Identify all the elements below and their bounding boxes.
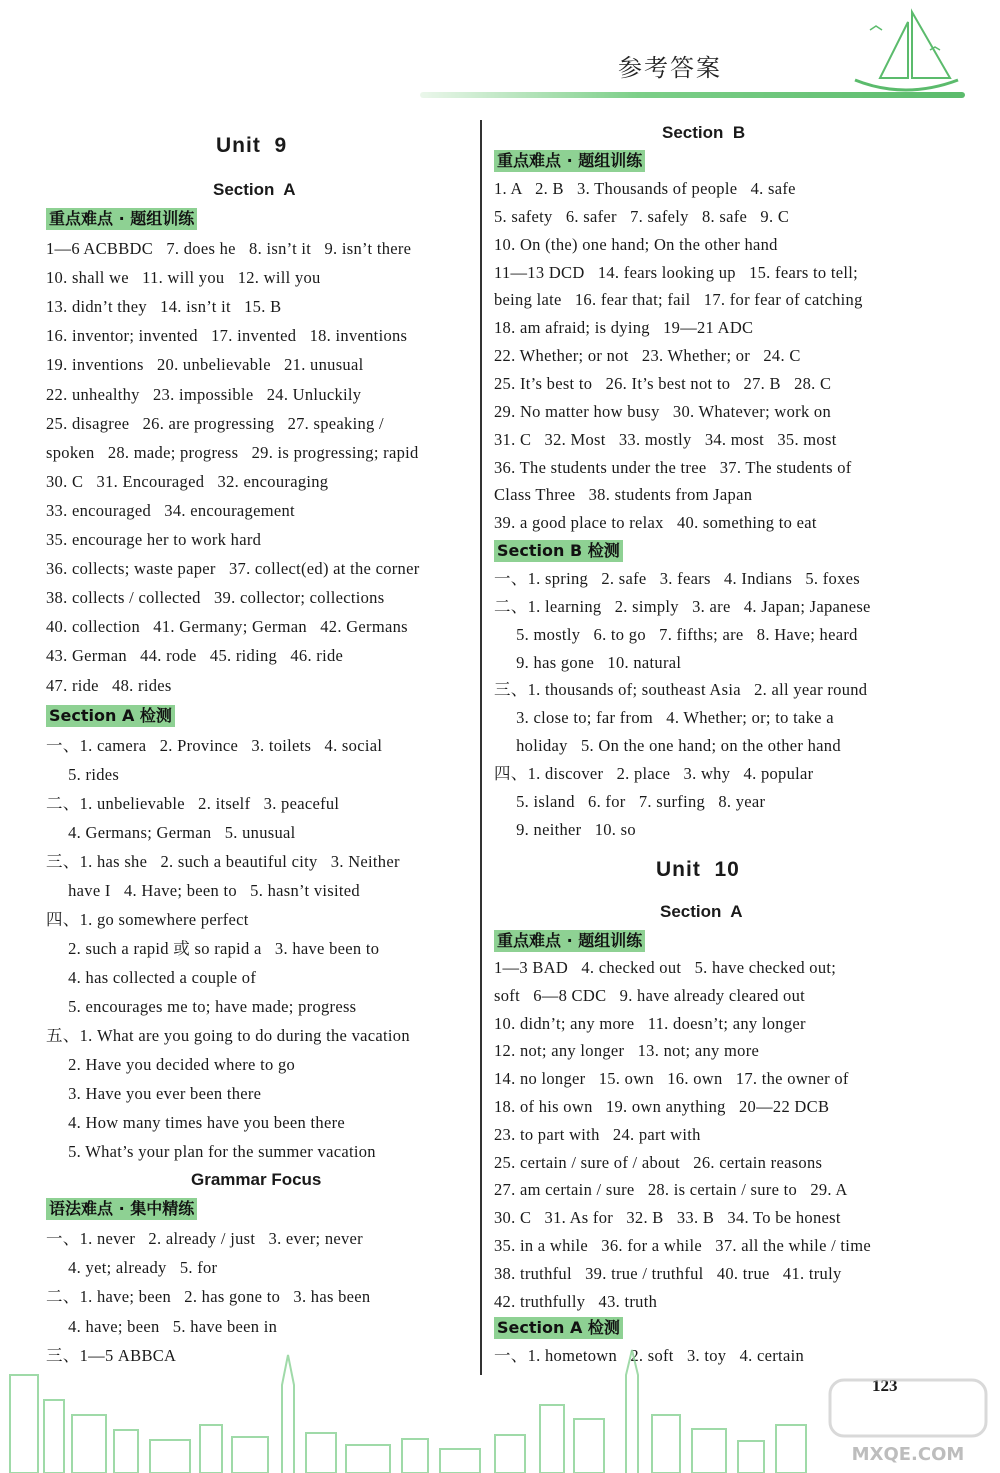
answer-line: 40. collection 41. Germany; German 42. Germans: [46, 617, 408, 637]
answer-line: 11—13 DCD 14. fears looking up 15. fears to tell;: [494, 262, 859, 282]
unit-title: Unit 10: [656, 858, 740, 881]
answer-line: 4. How many times have you been there: [46, 1113, 345, 1132]
answer-line: 23. to part with 24. part with: [494, 1124, 701, 1144]
header-rule: [420, 92, 965, 98]
highlight-heading: 重点难点 · 题组训练: [494, 930, 645, 952]
section-title: Section B: [662, 123, 746, 142]
answer-line: 38. collects / collected 39. collector; collections: [46, 588, 385, 608]
page-header: [0, 0, 1000, 120]
answer-line: soft 6—8 CDC 9. have already cleared out: [494, 985, 806, 1005]
answer-line: holiday 5. On the one hand; on the other hand: [494, 736, 841, 756]
answer-line: 35. in a while 36. for a while 37. all the while / time: [494, 1236, 871, 1255]
answer-line: 三、1—5 ABBCA: [46, 1345, 177, 1365]
highlight-heading: 语法难点 · 集中精练: [46, 1198, 197, 1220]
answer-line: 二、1. have; been 2. has gone to 3. has been: [46, 1287, 371, 1307]
answer-line: 33. encouraged 34. encouragement: [46, 500, 295, 520]
answer-line: 一、1. spring 2. safe 3. fears 4. Indians 5. foxes: [494, 569, 860, 588]
answer-line: 42. truthfully 43. truth: [494, 1291, 658, 1311]
section-title: Section A: [213, 180, 296, 199]
answer-line: 36. collects; waste paper 37. collect(ed) at the corner: [46, 559, 420, 579]
answer-line: 三、1. has she 2. such a beautiful city 3. Neither: [46, 852, 400, 871]
answer-line: 一、1. never 2. already / just 3. ever; never: [46, 1229, 363, 1248]
answer-line: 5. rides: [46, 765, 120, 784]
answer-line: 10. On (the) one hand; On the other hand: [494, 234, 778, 254]
unit-title: Unit 9: [216, 134, 288, 157]
answer-line: 12. not; any longer 13. not; any more: [494, 1041, 760, 1061]
answer-line: 39. a good place to relax 40. something to eat: [494, 513, 817, 533]
watermark-logo: [824, 1372, 994, 1472]
answer-line: 五、1. What are you going to do during the vacation: [46, 1026, 410, 1045]
answer-line: Class Three 38. students from Japan: [494, 485, 753, 505]
answer-line: 19. inventions 20. unbelievable 21. unusual: [46, 355, 364, 375]
answer-line: 25. certain / sure of / about 26. certain reasons: [494, 1152, 823, 1172]
page-header-title: 参考答案: [618, 54, 722, 82]
answer-line: 18. of his own 19. own anything 20—22 DCB: [494, 1097, 830, 1116]
answer-line: 31. C 32. Most 33. mostly 34. most 35. most: [494, 429, 837, 449]
answer-line: 1—6 ACBBDC 7. does he 8. isn’t it 9. isn’t there: [46, 239, 412, 258]
watermark-text: MXQE.COM: [851, 1444, 965, 1465]
answer-line: 29. No matter how busy 30. Whatever; work on: [494, 401, 832, 421]
answer-line: 5. encourages me to; have made; progress: [46, 997, 357, 1016]
answer-line: 22. Whether; or not 23. Whether; or 24. C: [494, 346, 801, 366]
highlight-heading: Section B 检测: [494, 540, 623, 562]
answer-line: 10. didn’t; any more 11. doesn’t; any longer: [494, 1013, 806, 1033]
answer-line: 30. C 31. Encouraged 32. encouraging: [46, 471, 329, 491]
answer-line: 4. have; been 5. have been in: [46, 1316, 278, 1336]
answer-line: 5. What’s your plan for the summer vacation: [46, 1142, 376, 1161]
answer-line: spoken 28. made; progress 29. is progressing; rapid: [46, 442, 419, 462]
page-number: 123: [872, 1376, 898, 1395]
answer-line: 一、1. hometown 2. soft 3. toy 4. certain: [494, 1346, 804, 1365]
highlight-heading: Section A 检测: [494, 1317, 623, 1339]
answer-line: 三、1. thousands of; southeast Asia 2. all year round: [494, 680, 868, 700]
answer-line: 3. close to; far from 4. Whether; or; to take a: [494, 708, 834, 728]
answer-line: 30. C 31. As for 32. B 33. B 34. To be honest: [494, 1208, 841, 1228]
answer-line: 16. inventor; invented 17. invented 18. inventions: [46, 326, 408, 346]
section-title: Section A: [660, 902, 743, 921]
answer-line: 18. am afraid; is dying 19—21 ADC: [494, 318, 754, 338]
answer-line: 3. Have you ever been there: [46, 1084, 262, 1103]
answer-line: 10. shall we 11. will you 12. will you: [46, 268, 321, 288]
answer-line: 13. didn’t they 14. isn’t it 15. B: [46, 297, 282, 317]
answer-line: 2. such a rapid 或 so rapid a 3. have been to: [46, 939, 380, 958]
answer-line: 5. safety 6. safer 7. safely 8. safe 9. C: [494, 206, 790, 226]
answer-line: 25. It’s best to 26. It’s best not to 27. B 28. C: [494, 373, 832, 393]
answer-line: 25. disagree 26. are progressing 27. speaking /: [46, 413, 384, 433]
answer-line: 5. mostly 6. to go 7. fifths; are 8. Have; heard: [494, 624, 858, 644]
answer-line: 4. has collected a couple of: [46, 968, 257, 987]
answer-line: 27. am certain / sure 28. is certain / sure to 29. A: [494, 1180, 848, 1200]
answer-line: 47. ride 48. rides: [46, 675, 172, 695]
answer-line: 9. neither 10. so: [494, 819, 636, 839]
answer-line: 43. German 44. rode 45. riding 46. ride: [46, 646, 344, 666]
answer-line: 4. yet; already 5. for: [46, 1258, 218, 1278]
answer-line: 一、1. camera 2. Province 3. toilets 4. social: [46, 736, 383, 755]
answer-line: 4. Germans; German 5. unusual: [46, 823, 296, 842]
answer-line: 1. A 2. B 3. Thousands of people 4. safe: [494, 179, 796, 198]
answer-line: 38. truthful 39. true / truthful 40. true 41. truly: [494, 1263, 842, 1283]
answer-line: 2. Have you decided where to go: [46, 1055, 296, 1074]
sailboat-icon: [850, 8, 960, 93]
answer-line: 1—3 BAD 4. checked out 5. have checked out;: [494, 958, 837, 977]
section-title: Grammar Focus: [191, 1170, 322, 1189]
highlight-heading: Section A 检测: [46, 705, 175, 727]
answer-line: 36. The students under the tree 37. The students of: [494, 457, 852, 477]
answer-line: being late 16. fear that; fail 17. for fear of catching: [494, 290, 863, 310]
answer-line: 14. no longer 15. own 16. own 17. the owner of: [494, 1069, 849, 1089]
answer-line: 二、1. learning 2. simply 3. are 4. Japan; Japanese: [494, 596, 871, 616]
answer-line: 四、1. discover 2. place 3. why 4. popular: [494, 763, 814, 783]
answer-line: 二、1. unbelievable 2. itself 3. peaceful: [46, 794, 340, 813]
answer-line: 四、1. go somewhere perfect: [46, 910, 249, 929]
answer-line: 9. has gone 10. natural: [494, 652, 682, 672]
highlight-heading: 重点难点 · 题组训练: [46, 208, 197, 230]
answer-line: 22. unhealthy 23. impossible 24. Unluckily: [46, 384, 362, 404]
answer-line: 5. island 6. for 7. surfing 8. year: [494, 791, 766, 811]
answer-line: have I 4. Have; been to 5. hasn’t visited: [46, 881, 360, 900]
column-divider: [480, 120, 482, 1375]
highlight-heading: 重点难点 · 题组训练: [494, 150, 645, 172]
answer-line: 35. encourage her to work hard: [46, 530, 262, 549]
